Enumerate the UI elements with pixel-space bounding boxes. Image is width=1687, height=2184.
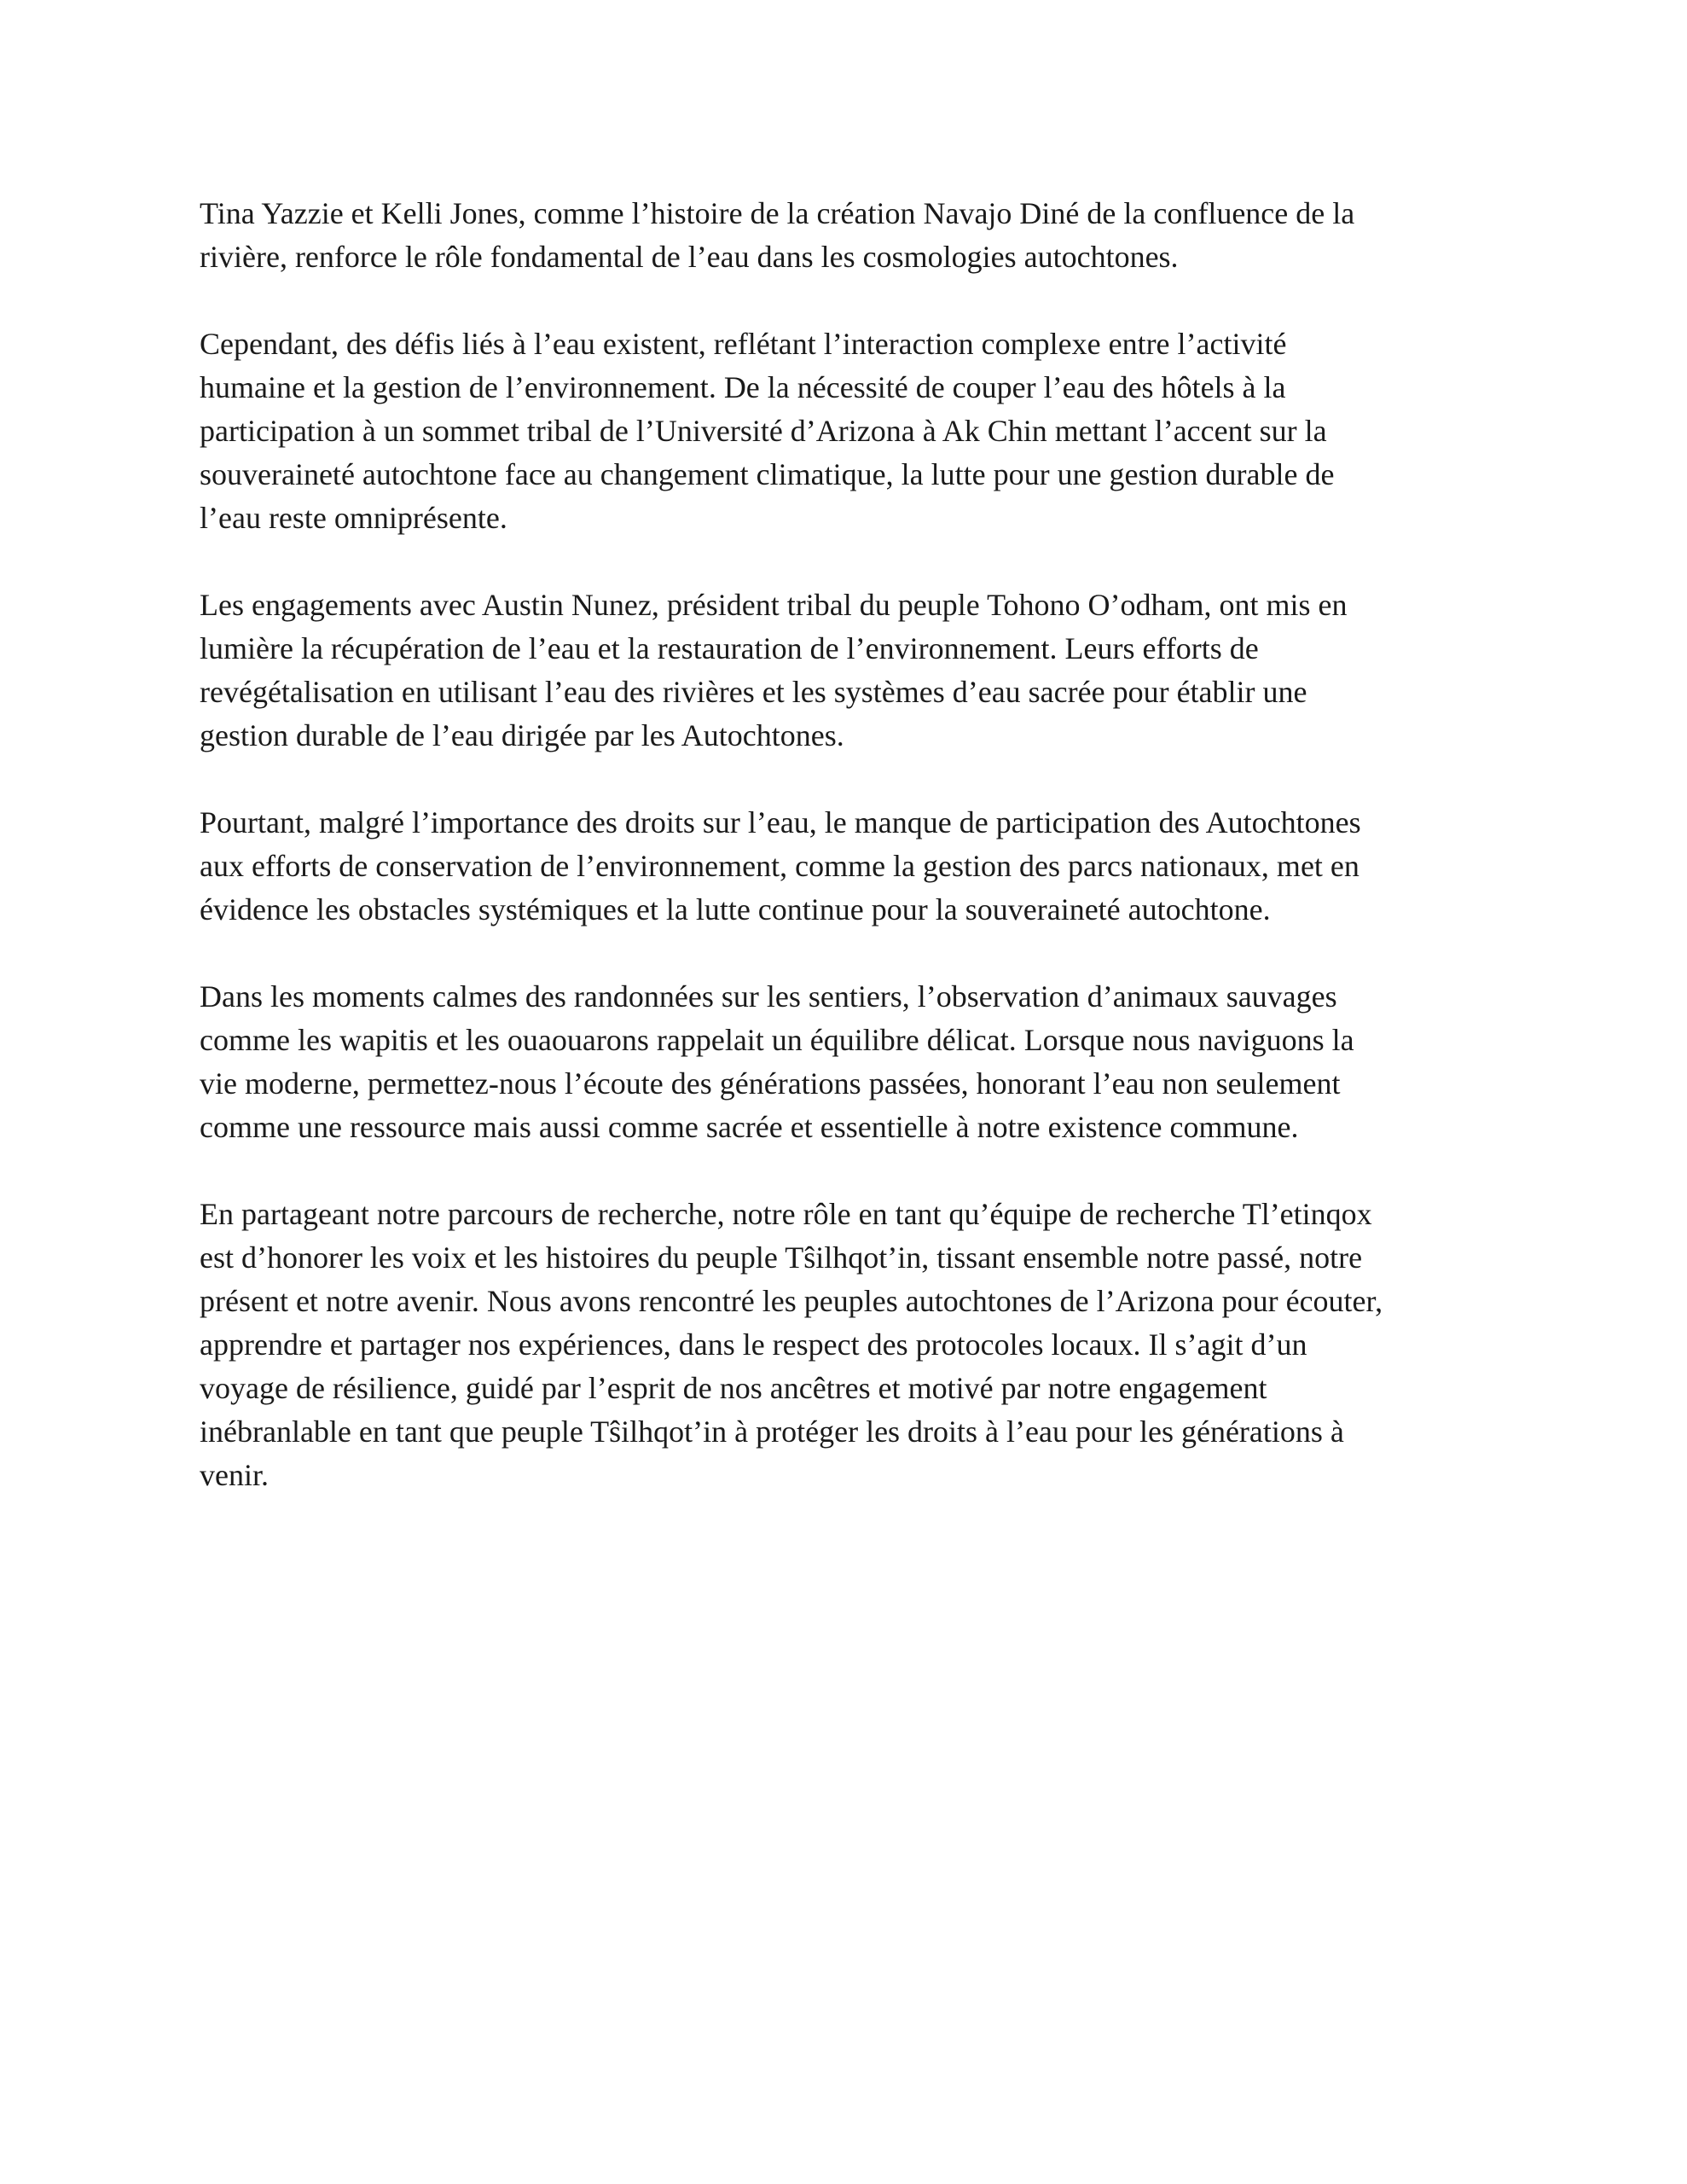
paragraph-3: Les engagements avec Austin Nunez, président tribal du peuple Tohono O’odham, ont mis en lumière la récupération de l’eau et la restauration de l’environnement. Leurs efforts de revégétalisation en utilisant l’eau des rivières et les systèmes d’eau sacrée pour établir une gestion durable de l’eau dirigée par les Autochtones. <box>200 588 1348 752</box>
paragraph-6: En partageant notre parcours de recherche, notre rôle en tant qu’équipe de recherche Tl’etinqox est d’honorer les voix et les histoires du peuple Tŝilhqot’in, tissant ensemble notre passé, notre présent et notre avenir. Nous avons rencontré les peuples autochtones de l’Arizona pour écouter, apprendre et partager nos expériences, dans le respect des protocoles locaux. Il s’agit d’un voyage de résilience, guidé par l’esprit de nos ancêtres et motivé par notre engagement inébranlable en tant que peuple Tŝilhqot’in à protéger les droits à l’eau pour les générations à venir. <box>200 1197 1383 1492</box>
document-body <box>200 192 1496 1541</box>
paragraph-5: Dans les moments calmes des randonnées sur les sentiers, l’observation d’animaux sauvages comme les wapitis et les ouaouarons rappelait un équilibre délicat. Lorsque nous naviguons la vie moderne, permettez-nous l’écoute des générations passées, honorant l’eau non seulement comme une ressource mais aussi comme sacrée et essentielle à notre existence commune. <box>200 979 1354 1144</box>
paragraph-2: Cependant, des défis liés à l’eau existent, reflétant l’interaction complexe entre l’activité humaine et la gestion de l’environnement. De la nécessité de couper l’eau des hôtels à la participation à un sommet tribal de l’Université d’Arizona à Ak Chin mettant l’accent sur la souveraineté autochtone face au changement climatique, la lutte pour une gestion durable de l’eau reste omniprésente. <box>200 327 1335 535</box>
paragraph-4: Pourtant, malgré l’importance des droits sur l’eau, le manque de participation des Autochtones aux efforts de conservation de l’environnement, comme la gestion des parcs nationaux, met en évidence les obstacles systémiques et la lutte continue pour la souveraineté autochtone. <box>200 805 1361 926</box>
paragraph-1: Tina Yazzie et Kelli Jones, comme l’histoire de la création Navajo Diné de la confluence de la rivière, renforce le rôle fondamental de l’eau dans les cosmologies autochtones. <box>200 196 1355 274</box>
